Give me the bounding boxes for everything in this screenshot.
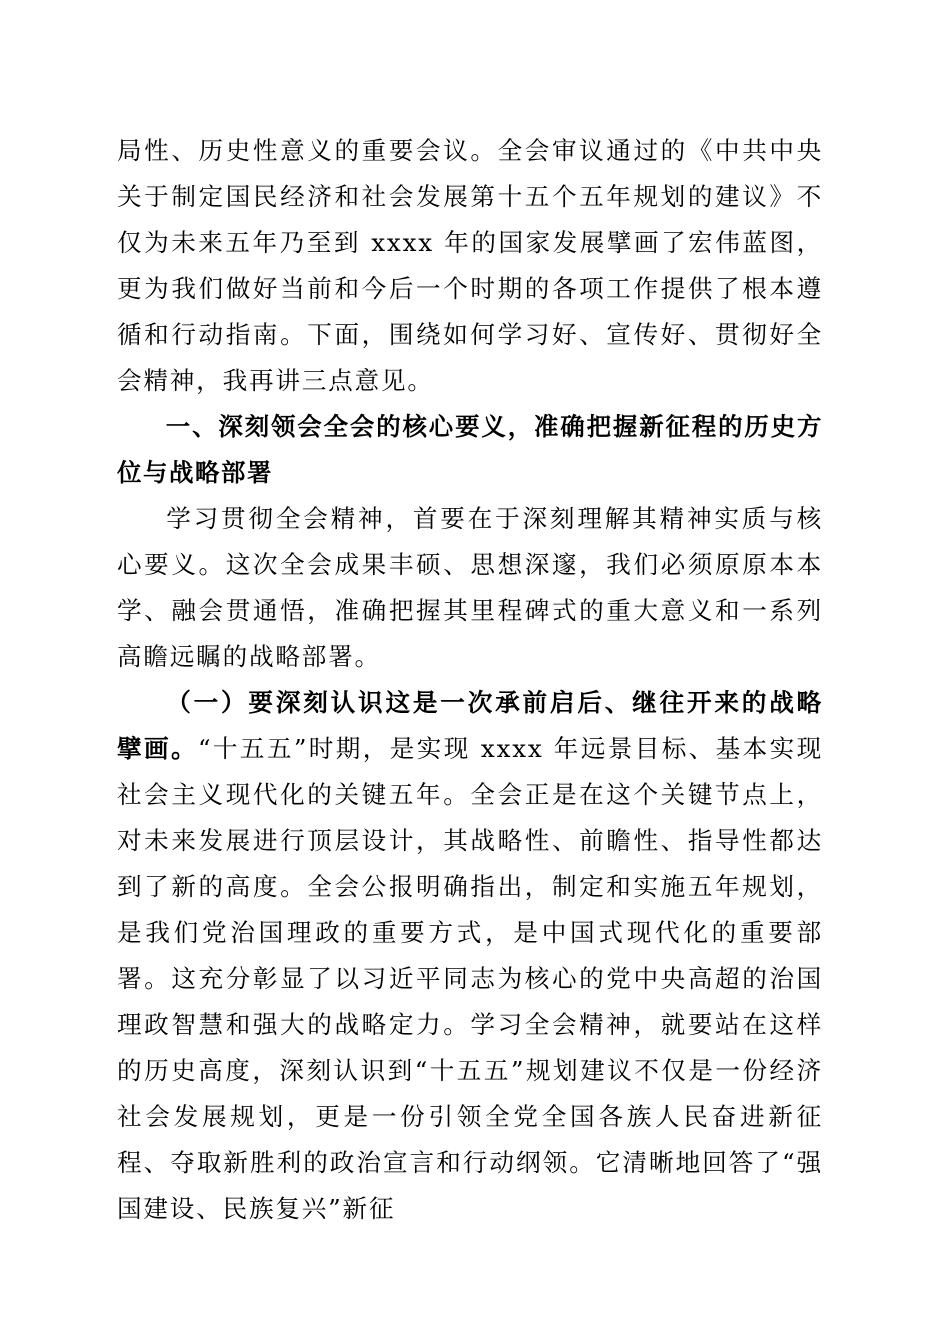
paragraph-opening-continued: 局性、历史性意义的重要会议。全会审议通过的《中共中央关于制定国民经济和社会发展第十五个五年规划的建议》不仅为未来五年乃至到 xxxx 年的国家发展擘画了宏伟蓝图，更为我们做好当前和今后一个时期的各项工作提供了根本遵循和行动指南。下面，围绕如何学习好、宣传好、贯彻好全会精神，我再讲三点意见。 xyxy=(117,136,823,395)
point-one-body: “十五五”时期，是实现 xxxx 年远景目标、基本实现社会主义现代化的关键五年。全会正是在这个关键节点上，对未来发展进行顶层设计，其战略性、前瞻性、指导性都达到了新的高度。全会公报明确指出，制定和实施五年规划，是我们党治国理政的重要方式，是中国式现代化的重要部署。这充分彰显了以习近平同志为核心的党中央高超的治国理政智慧和强大的战略定力。学习全会精神，就要站在这样的历史高度，深刻认识到“十五五”规划建议不仅是一份经济社会发展规划，更是一份引领全党全国各族人民奋进新征程、夺取新胜利的政治宣言和行动纲领。它清晰地回答了“强国建设、民族复兴”新征 xyxy=(117,734,823,1223)
point-one-heading: （一）要深刻认识这是一次承前启后、继往开来的战略擘画。 xyxy=(117,688,823,763)
paragraph-point-one xyxy=(117,680,823,1232)
paragraph-section-intro: 学习贯彻全会精神，首要在于深刻理解其精神实质与核心要义。这次全会成果丰硕、思想深邃，我们必须原原本本学、融会贯通悟，准确把握其里程碑式的重大意义和一系列高瞻远瞩的战略部署。 xyxy=(117,504,823,671)
section-heading-one: 一、深刻领会全会的核心要义，准确把握新征程的历史方位与战略部署 xyxy=(117,412,823,487)
document-body xyxy=(117,128,823,1232)
